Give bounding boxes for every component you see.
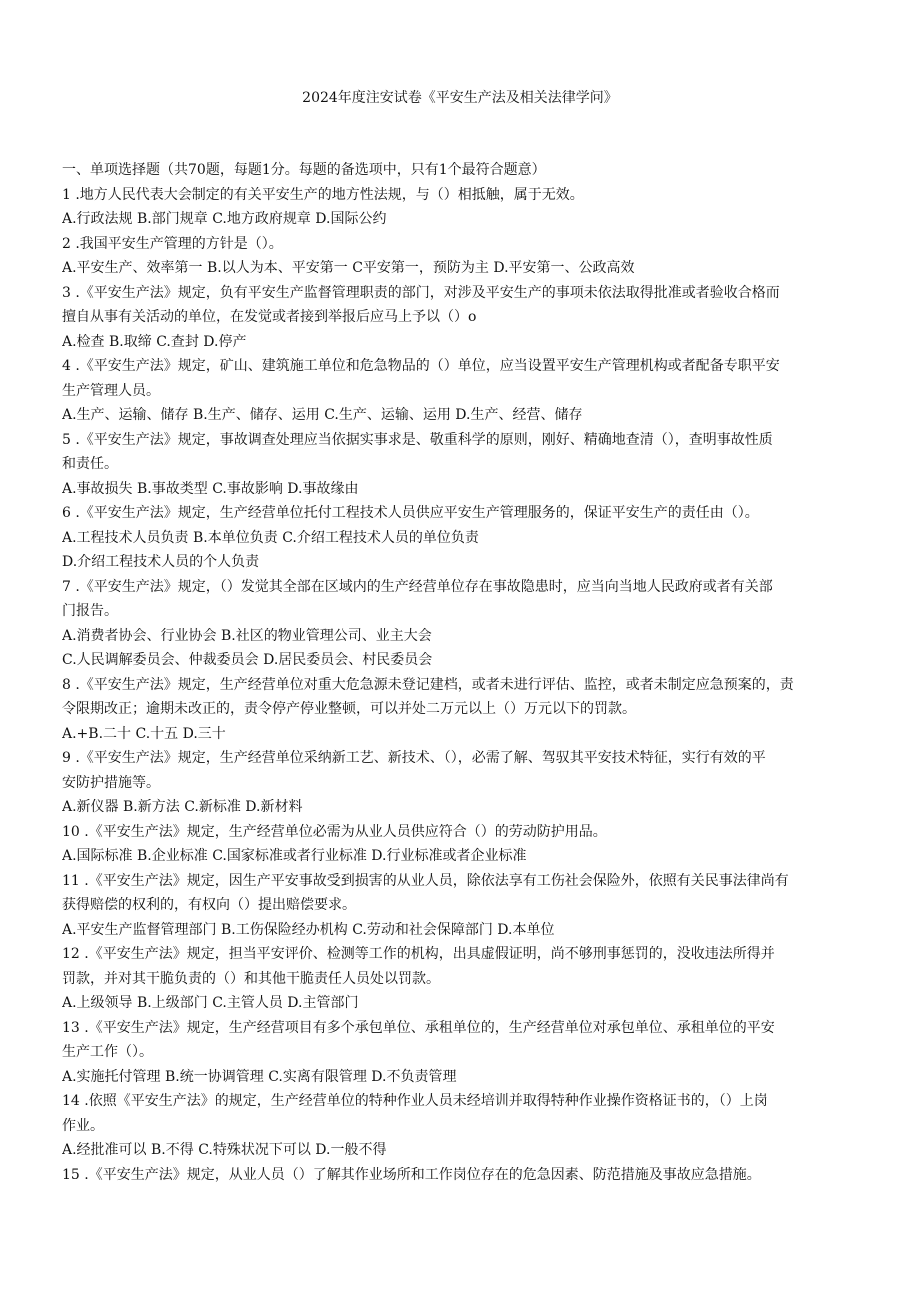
question-line: A.生产、运输、储存 B.生产、储存、运用 C.生产、运输、运用 D.生产、经营、储存 [62, 407, 583, 423]
question-line: 生产管理人员。 [62, 382, 160, 399]
question-line: D.介绍工程技术人员的个人负责 [62, 554, 260, 570]
question-list [62, 183, 862, 1188]
question-line: A.上级领导 B.上级部门 C.主管人员 D.主管部门 [62, 995, 359, 1011]
question-line: 安防护措施等。 [62, 774, 160, 791]
question-line: 11 .《平安生产法》规定，因生产平安事故受到损害的从业人员，除依法享有工伤社会保险外，依照有关民事法律尚有 [62, 872, 789, 889]
question-line: 14 .依照《平安生产法》的规定，生产经营单位的特种作业人员未经培训并取得特种作业操作资格证书的，（）上岗 [62, 1093, 768, 1109]
question-line: 生产工作（）。 [62, 1044, 153, 1060]
question-line: 5 .《平安生产法》规定，事故调查处理应当依据实事求是、敬重科学的原则，刚好、精确地查清（），查明事故性质 [62, 431, 773, 448]
question-line: A.检查 B.取缔 C.查封 D.停产 [62, 333, 247, 350]
question-line: A.工程技术人员负责 B.本单位负责 C.介绍工程技术人员的单位负责 [62, 529, 479, 546]
question-line: 和责任。 [62, 456, 118, 472]
question-line: 门报告。 [62, 603, 118, 619]
question-line: 1 .地方人民代表大会制定的有关平安生产的地方性法规，与（）相抵触，属于无效。 [62, 186, 584, 203]
question-line: A.国际标准 B.企业标准 C.国家标准或者行业标准 D.行业标准或者企业标准 [62, 848, 527, 864]
question-line: 13 .《平安生产法》规定，生产经营项目有多个承包单位、承租单位的，生产经营单位对承包单位、承租单位的平安 [62, 1019, 775, 1036]
question-line: A.行政法规 B.部门规章 C.地方政府规章 D.国际公约 [62, 211, 387, 227]
question-line: 获得赔偿的权利的，有权向（）提出赔偿要求。 [62, 897, 356, 913]
question-line: A.事故损失 B.事故类型 C.事故影响 D.事故缘由 [62, 480, 359, 497]
question-line: 10 .《平安生产法》规定，生产经营单位必需为从业人员供应符合（）的劳动防护用品。 [62, 823, 607, 840]
question-line: C.人民调解委员会、仲裁委员会 D.居民委员会、村民委员会 [62, 652, 433, 668]
question-line: 15 .《平安生产法》规定，从业人员（）了解其作业场所和工作岗位存在的危急因素、防范措施及事故应急措施。 [62, 1166, 761, 1183]
question-line: A.平安生产监督管理部门 B.工伤保险经办机构 C.劳动和社会保障部门 D.本单位 [62, 921, 555, 938]
question-line: A.消费者协会、行业协会 B.社区的物业管理公司、业主大会 [62, 627, 432, 644]
question-line: 2 .我国平安生产管理的方针是（）。 [62, 235, 283, 252]
question-line: 9 .《平安生产法》规定，生产经营单位采纳新工艺、新技术、（），必需了解、驾驭其平安技术特征，实行有效的平 [62, 750, 766, 766]
question-line: A.实施托付管理 B.统一协调管理 C.实离有限管理 D.不负责管理 [62, 1068, 457, 1085]
question-line: 罚款，并对其干脆负责的（）和其他干脆责任人员处以罚款。 [62, 970, 440, 987]
question-line: 作业。 [62, 1117, 104, 1134]
question-line: A.新仪器 B.新方法 C.新标准 D.新材料 [62, 799, 303, 815]
question-line: 4 .《平安生产法》规定，矿山、建筑施工单位和危急物品的（）单位，应当设置平安生产管理机构或者配备专职平安 [62, 358, 780, 374]
question-line: 6 .《平安生产法》规定，生产经营单位托付工程技术人员供应平安生产管理服务的，保证平安生产的责任由（）。 [62, 505, 759, 521]
question-line: 12 .《平安生产法》规定，担当平安评价、检测等工作的机构，出具虚假证明，尚不够刑事惩罚的，没收违法所得并 [62, 946, 775, 962]
question-line: A.平安生产、效率第一 B.以人为本、平安第一 C平安第一，预防为主 D.平安第一、公政高效 [62, 260, 635, 276]
document-title: 2024年度注安试卷《平安生产法及相关法律学问》 [302, 90, 618, 106]
document-body [62, 158, 862, 1187]
question-line: 8 .《平安生产法》规定，生产经营单位对重大危急源未登记建档，或者未进行评估、监控，或者未制定应急预案的，责 [62, 676, 794, 693]
question-line: 擅自从事有关活动的单位，在发觉或者接到举报后应马上予以（）o [62, 309, 477, 325]
question-line: 7 .《平安生产法》规定，（）发觉其全部在区域内的生产经营单位存在事故隐患时，应当向当地人民政府或者有关部 [62, 578, 773, 595]
question-line: 令限期改正；逾期未改正的，责令停产停业整顿，可以并处二万元以上（）万元以下的罚款。 [62, 701, 636, 717]
question-line: 3 .《平安生产法》规定，负有平安生产监督管理职责的部门，对涉及平安生产的事项未依法取得批准或者验收合格而 [62, 284, 780, 301]
section-header: 一、单项选择题（共70题，每题1分。每题的备选项中，只有1个最符合题意） [62, 162, 546, 178]
question-line: A.经批准可以 B.不得 C.特殊状况下可以 D.一般不得 [62, 1142, 387, 1158]
question-line: A.+B.二十 C.十五 D.三十 [62, 725, 226, 742]
